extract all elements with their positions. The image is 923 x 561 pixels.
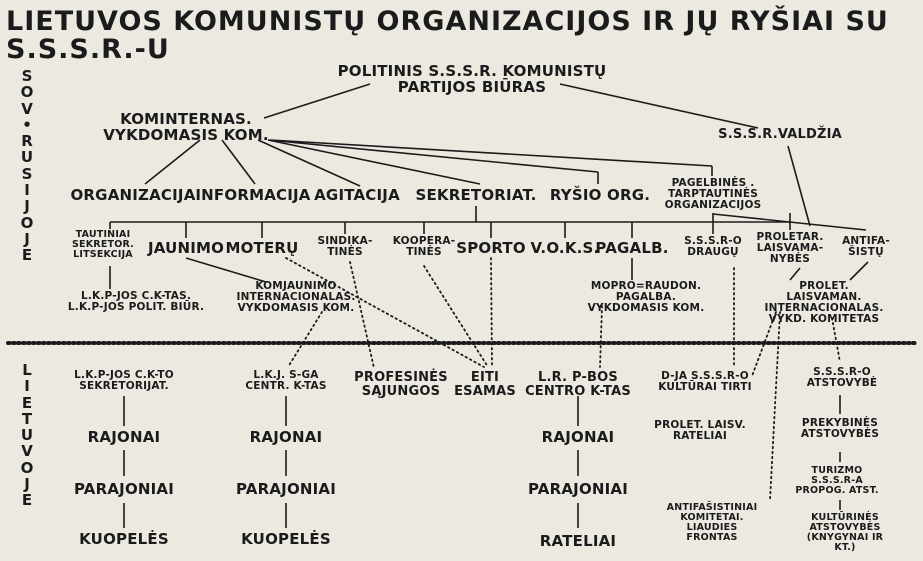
node-organizacija: ORGANIZACIJA <box>70 186 196 204</box>
node-pagelbines: PAGELBINĖS . TARPTAUTINĖS ORGANIZACIJOS <box>664 177 762 212</box>
dotted-link-35 <box>600 306 602 367</box>
node-mopro: MOPRO=RAUDON. PAGALBA. VYKDOMASIS KOM. <box>587 280 705 315</box>
node-voks: V.O.K.S. <box>530 239 600 257</box>
node-sssr-draugu: S.S.S.R-O DRAUGŲ <box>684 235 742 259</box>
side-label-lithuania: L I E T U V O J E <box>20 361 34 510</box>
node-sindikatines: SINDIKA- TINĖS <box>317 235 373 259</box>
solid-link-26 <box>186 258 266 282</box>
node-rysio-org: RYŠIO ORG. <box>549 186 651 204</box>
node-turizmo: TURIZMO S.S.S.R-A PROPOG. ATST. <box>795 465 879 496</box>
node-sssr-atst: S.S.S.R-O ATSTOVYBĖ <box>806 366 878 390</box>
node-sssr-valdzia: S.S.S.R.VALDŽIA <box>718 127 842 142</box>
node-lkjs: L.K.J. S-GA CENTR. K-TAS <box>245 369 327 393</box>
solid-link-4 <box>222 140 255 184</box>
node-rajonai-3: RAJONAI <box>541 428 615 446</box>
node-parajoniai-3: PARAJONIAI <box>527 480 629 498</box>
node-tautiniai: TAUTINIAI SEKRETOR. LITSEKCIJA <box>72 229 134 260</box>
node-eiti: EITI ESAMAS <box>454 370 516 399</box>
node-parajoniai-2: PARAJONIAI <box>235 480 337 498</box>
node-rateliai-1: RATELIAI <box>539 532 617 550</box>
dotted-link-34 <box>288 312 322 367</box>
node-agitacija: AGITACIJA <box>314 186 400 204</box>
node-pagalb: PAGALB. <box>595 239 669 257</box>
solid-link-28 <box>790 268 800 280</box>
node-kulturines: KULTŪRINĖS ATSTOVYBĖS (KNYGYNAI IR KT.) <box>806 512 884 553</box>
solid-link-29 <box>850 262 868 280</box>
node-politbiuras: POLITINIS S.S.S.R. KOMUNISTŲ PARTIJOS BIŪRAS <box>337 62 607 96</box>
dotted-link-31 <box>350 262 374 368</box>
node-lkp-sekr: L.K.P-JOS C.K-TO SEKRETORIJAT. <box>74 369 174 393</box>
node-antifa: ANTIFA- ŠISTŲ <box>842 235 890 259</box>
node-prolet-laisvaman: PROLET. LAISVAMAN. INTERNACIONALAS. VYKD. KOMITETAS <box>764 280 884 326</box>
node-kuopeles-1: KUOPELĖS <box>79 530 169 548</box>
node-komjaunimo: KOMJAUNIMO INTERNACIONALAS. VYKDOMASIS KOM. <box>236 280 356 315</box>
diagram-title: LIETUVOS KOMUNISTŲ ORGANIZACIJOS IR JŲ RYŠIAI SU S.S.S.R.-U <box>6 6 889 66</box>
node-prekybines: PREKYBINĖS ATSTOVYBĖS <box>800 417 880 441</box>
node-prolet-rateliai: PROLET. LAISV. RATELIAI <box>654 419 746 443</box>
node-moteru: MOTERŲ <box>225 239 299 257</box>
dotted-link-33 <box>491 258 492 367</box>
node-dja: D-JA S.S.S.R-O KULTŪRAI TIRTI <box>658 370 752 394</box>
node-lkp-ck: L.K.P-JOS C.K-TAS. L.K.P-JOS POLIT. BIŪR. <box>67 290 205 314</box>
node-antifasist: ANTIFAŠISTINIAI KOMITETAI. LIAUDIES FRONTAS <box>666 502 758 543</box>
node-profesines: PROFESINĖS SĄJUNGOS <box>354 370 448 399</box>
node-parajoniai-1: PARAJONIAI <box>73 480 175 498</box>
node-sekretoriat: SEKRETORIAT. <box>415 186 537 204</box>
solid-link-5 <box>145 140 200 184</box>
dotted-link-38 <box>770 312 780 500</box>
node-kuopeles-2: KUOPELĖS <box>241 530 331 548</box>
node-informacija: INFORMACIJA <box>195 186 311 204</box>
node-rajonai-2: RAJONAI <box>249 428 323 446</box>
node-kominternas: KOMINTERNAS. VYKDOMASIS KOM. <box>103 110 269 144</box>
node-kooperatines: KOOPERA- TINĖS <box>392 235 456 259</box>
side-label-soviet-russia: S O V • R U S I J O J E <box>20 67 34 265</box>
node-jaunimo: JAUNIMO <box>147 239 225 257</box>
solid-link-11 <box>788 146 810 226</box>
node-sporto: SPORTO <box>456 239 526 257</box>
node-lrp: L.R. P-BOS CENTRO K-TAS <box>525 370 631 399</box>
node-rajonai-1: RAJONAI <box>87 428 161 446</box>
node-proletar: PROLETAR. LAISVAMA- NYBĖS <box>756 231 824 266</box>
